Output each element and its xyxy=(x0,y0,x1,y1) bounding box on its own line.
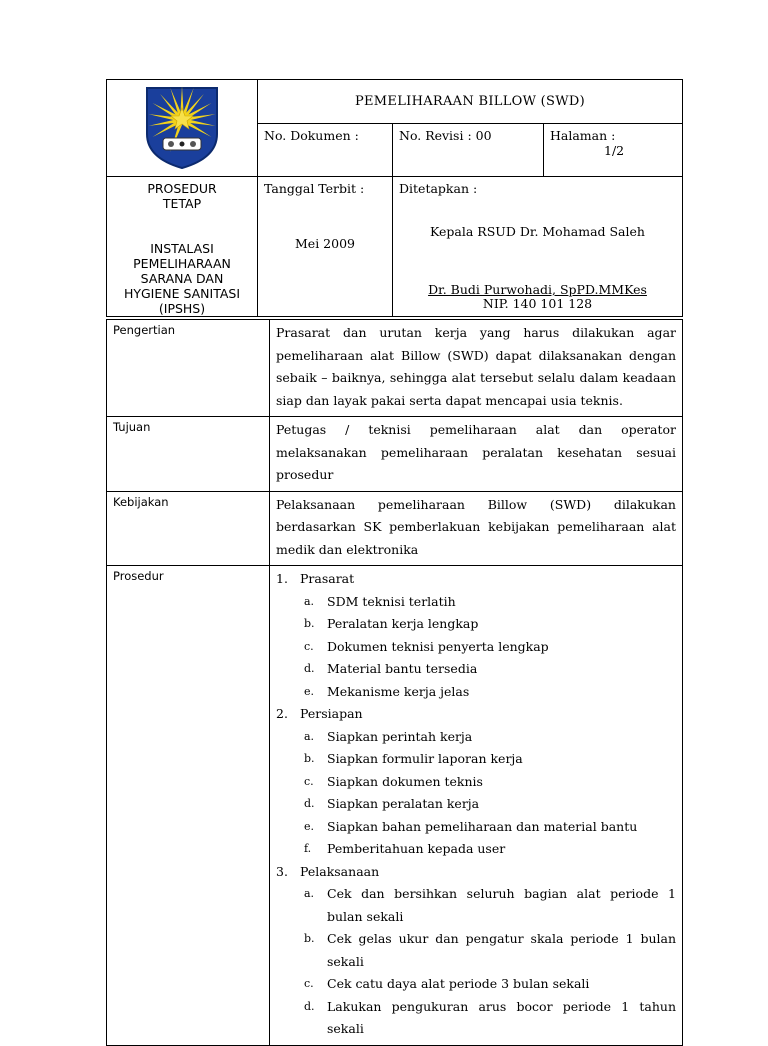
signer-name: Dr. Budi Purwohadi, SpPD.MMKes xyxy=(428,282,647,297)
item-text: Siapkan peralatan kerja xyxy=(327,796,480,811)
instalasi-line: SARANA DAN xyxy=(140,271,224,286)
item-letter: a. xyxy=(304,887,315,900)
list-item xyxy=(276,681,676,704)
item-text: Cek catu daya alat periode 3 bulan sekali xyxy=(327,976,590,991)
tanggal-label: Tanggal Terbit : xyxy=(264,181,365,196)
label-kebijakan: Kebijakan xyxy=(107,491,270,566)
item-text: Siapkan perintah kerja xyxy=(327,728,473,744)
group-number: 1. xyxy=(276,571,288,586)
list-item xyxy=(276,591,676,614)
group-number: 2. xyxy=(276,706,288,721)
instalasi-block xyxy=(107,241,257,316)
item-letter: c. xyxy=(304,774,314,788)
list-item xyxy=(276,883,676,928)
list-item xyxy=(276,973,676,996)
item-letter: c. xyxy=(304,639,314,653)
tujuan-text: Petugas / teknisi pemeliharaan alat dan operator melaksanakan pemeliharaan peralatan kesehatan sesuai prosedur xyxy=(276,422,676,482)
list-item xyxy=(276,613,676,636)
logo-cell xyxy=(107,80,258,177)
item-letter: b. xyxy=(304,752,315,765)
item-text: Cek dan bersihkan seluruh bagian alat periode 1 bulan sekali xyxy=(327,886,676,924)
instalasi-line: INSTALASI xyxy=(150,241,214,256)
sublist-wrapper xyxy=(276,883,676,1041)
text-pengertian xyxy=(270,320,683,417)
item-letter: a. xyxy=(304,594,315,608)
kepala-title: Kepala RSUD Dr. Mohamad Saleh xyxy=(430,224,645,239)
prosedur-line1: PROSEDUR xyxy=(147,181,217,196)
list-item xyxy=(276,996,676,1041)
sublist-wrapper xyxy=(276,726,676,861)
sub-list xyxy=(276,591,676,704)
text-kebijakan xyxy=(270,491,683,566)
item-letter: b. xyxy=(304,617,315,630)
item-letter: e. xyxy=(304,684,315,698)
item-text: Siapkan bahan pemeliharaan dan material bantu xyxy=(327,818,638,834)
halaman-value: 1/2 xyxy=(604,143,625,158)
group-number: 3. xyxy=(276,863,288,879)
row-prosedur xyxy=(107,566,683,1046)
list-item xyxy=(276,658,676,681)
sub-list xyxy=(276,883,676,1041)
prosedur-list xyxy=(276,568,676,1041)
list-item xyxy=(276,793,676,816)
item-letter: d. xyxy=(304,797,315,810)
document-header xyxy=(106,79,683,317)
procedure-table xyxy=(106,319,683,1046)
instalasi-line: (IPSHS) xyxy=(158,301,206,316)
group-title: Pelaksanaan xyxy=(300,863,380,879)
item-text: Material bantu tersedia xyxy=(327,661,478,676)
item-text: SDM teknisi terlatih xyxy=(327,593,456,609)
ditetapkan-label: Ditetapkan : xyxy=(399,181,478,196)
sublist-wrapper xyxy=(276,591,676,704)
group-title: Prasarat xyxy=(300,571,355,586)
no-revisi: No. Revisi : 00 xyxy=(393,124,544,177)
list-item xyxy=(276,703,676,726)
text-tujuan xyxy=(270,417,683,492)
item-text: Dokumen teknisi penyerta lengkap xyxy=(327,638,549,654)
halaman-cell xyxy=(544,124,683,177)
list-item xyxy=(276,928,676,973)
kebijakan-text: Pelaksanaan pemeliharaan Billow (SWD) dilakukan berdasarkan SK pemberlakuan kebijakan pemeliharaan alat medik dan elektronika xyxy=(276,496,676,557)
list-item xyxy=(276,816,676,839)
label-tujuan: Tujuan xyxy=(107,417,270,492)
item-text: Lakukan pengukuran arus bocor periode 1 tahun sekali xyxy=(327,998,676,1036)
prosedur-tetap-cell xyxy=(107,177,258,317)
item-letter: d. xyxy=(304,999,315,1013)
signer-nip: NIP. 140 101 128 xyxy=(482,296,593,311)
list-item xyxy=(276,861,676,884)
tanggal-value: Mei 2009 xyxy=(295,236,355,251)
list-item xyxy=(276,771,676,794)
list-item xyxy=(276,568,676,591)
list-item xyxy=(276,726,676,749)
item-letter: e. xyxy=(304,819,315,833)
item-letter: b. xyxy=(304,932,315,945)
item-letter: c. xyxy=(304,977,314,990)
label-prosedur: Prosedur xyxy=(107,566,270,1046)
pengertian-text: Prasarat dan urutan kerja yang harus dilakukan agar pemeliharaan alat Billow (SWD) dapat dilaksanakan dengan sebaik – baiknya, sehingga alat tersebut selalu dalam keadaan siap dan layak pakai serta dapat mencapai usia teknis. xyxy=(276,325,676,408)
instalasi-line: PEMELIHARAAN xyxy=(133,256,231,271)
item-text: Pemberitahuan kepada user xyxy=(327,841,506,856)
document-title: PEMELIHARAAN BILLOW (SWD) xyxy=(258,80,683,124)
item-letter: d. xyxy=(304,662,315,675)
item-text: Peralatan kerja lengkap xyxy=(327,616,479,631)
list-item xyxy=(276,748,676,771)
item-letter: f. xyxy=(304,842,312,855)
no-dokumen: No. Dokumen : xyxy=(258,124,393,177)
text-prosedur xyxy=(270,566,683,1046)
item-text: Mekanisme kerja jelas xyxy=(327,683,470,699)
ditetapkan-cell xyxy=(393,177,683,317)
row-pengertian xyxy=(107,320,683,417)
list-item xyxy=(276,636,676,659)
row-tujuan xyxy=(107,417,683,492)
tanggal-terbit-cell xyxy=(258,177,393,317)
label-pengertian: Pengertian xyxy=(107,320,270,417)
item-text: Cek gelas ukur dan pengatur skala periode 1 bulan sekali xyxy=(327,931,676,969)
halaman-label: Halaman : xyxy=(550,128,616,143)
sub-list xyxy=(276,726,676,861)
group-title: Persiapan xyxy=(300,706,363,721)
instalasi-line: HYGIENE SANITASI xyxy=(123,286,241,301)
star-sunburst-crest-icon xyxy=(143,84,221,170)
list-item xyxy=(276,838,676,861)
item-text: Siapkan dokumen teknis xyxy=(327,773,483,789)
item-text: Siapkan formulir laporan kerja xyxy=(327,751,523,766)
item-letter: a. xyxy=(304,729,315,743)
prosedur-line2: TETAP xyxy=(162,196,202,211)
row-kebijakan xyxy=(107,491,683,566)
